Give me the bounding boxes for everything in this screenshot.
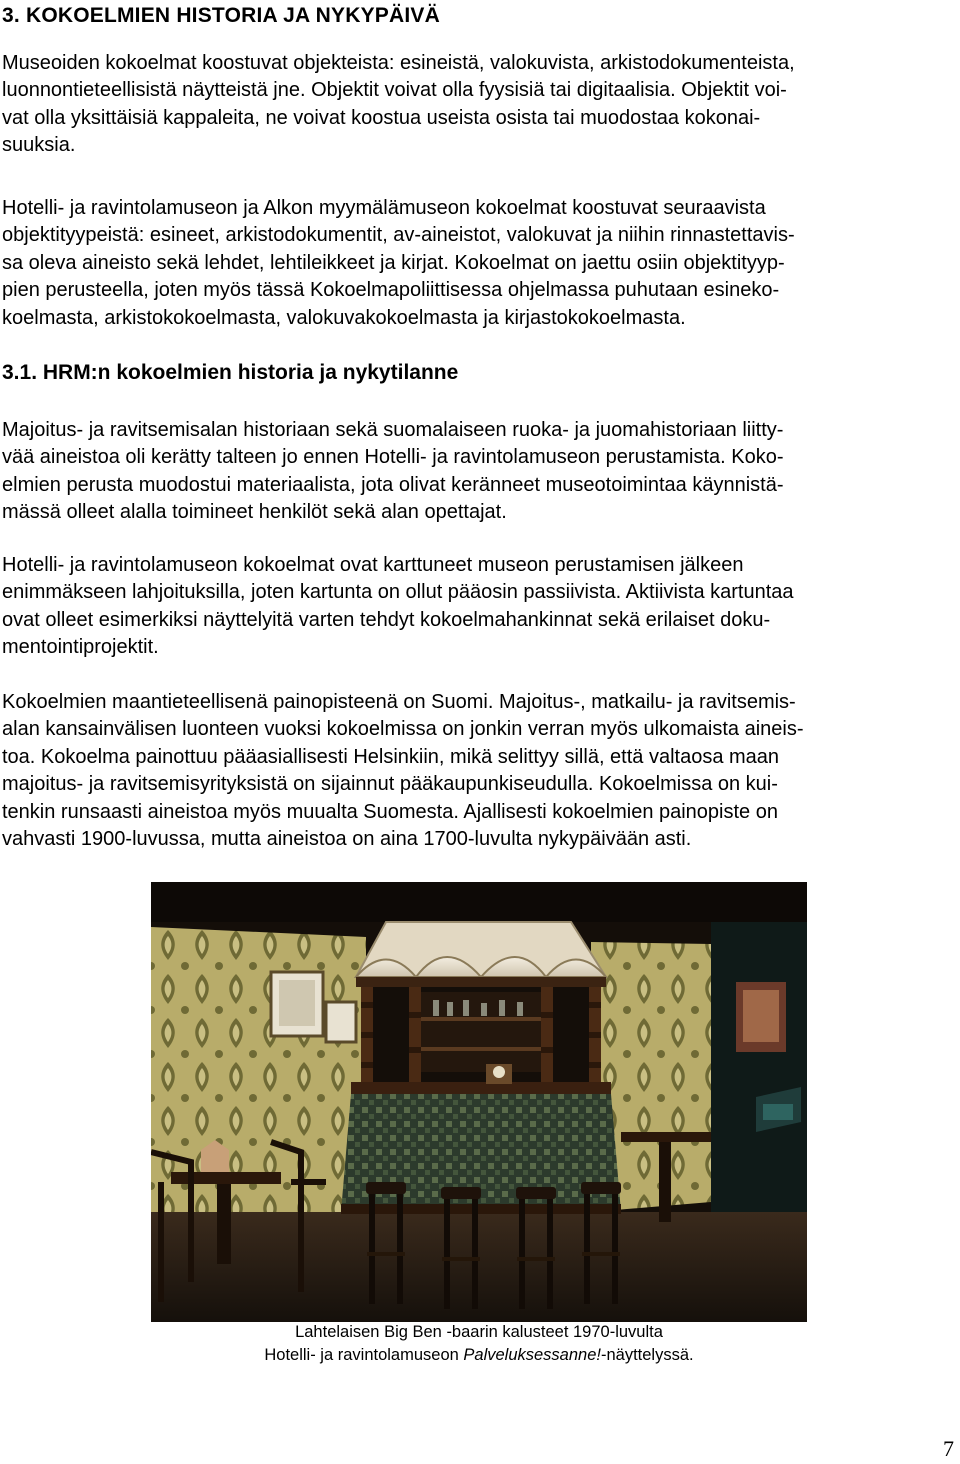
- growth-paragraph: [2, 552, 952, 662]
- paragraph-line: vat olla yksittäisiä kappaleita, ne voivat koostua useista osista tai muodostaa kokonai-: [2, 106, 761, 129]
- paragraph-line: luonnontieteellisistä näytteistä jne. Objektit voivat olla fyysisiä tai digitaalisia. Objektit voi-: [2, 79, 787, 102]
- paragraph-line: tenkin runsaasti aineistoa myös muualta Suomesta. Ajallisesti kokoelmien painopiste on: [2, 800, 778, 823]
- paragraph-line: pien perusteella, joten myös tässä Kokoelmapoliittisessa ohjelmassa puhutaan esineko-: [2, 279, 780, 302]
- caption-line-1: Lahtelaisen Big Ben -baarin kalusteet 1970-luvulta: [295, 1323, 663, 1341]
- caption-suffix: -näyttelyssä.: [600, 1346, 694, 1364]
- paragraph-line: vää aineistoa oli kerätty talteen jo ennen Hotelli- ja ravintolamuseon perustamista. Koko-: [2, 446, 784, 469]
- paragraph-line: vahvasti 1900-luvussa, mutta aineistoa on aina 1700-luvulta nykypäivään asti.: [2, 828, 692, 851]
- paragraph-line: suuksia.: [2, 134, 76, 157]
- paragraph-line: sa oleva aineisto sekä lehdet, lehtileikkeet ja kirjat. Kokoelmat on jaettu osiin objektityyp-: [2, 251, 785, 274]
- photo-caption: [151, 1321, 807, 1367]
- geography-paragraph: [2, 689, 952, 853]
- paragraph-line: enimmäkseen lahjoituksilla, joten kartunta on ollut pääosin passiivista. Aktiivista kartuntaa: [2, 581, 794, 604]
- paragraph-line: ovat olleet esimerkiksi näyttelyitä varten tehdyt kokoelmahankinnat sekä erilaiset doku-: [2, 608, 771, 631]
- paragraph-line: Hotelli- ja ravintolamuseon ja Alkon myymälämuseon kokoelmat koostuvat seuraavista: [2, 197, 766, 219]
- section-heading: 3. KOKOELMIEN HISTORIA JA NYKYPÄIVÄ: [2, 4, 440, 27]
- paragraph-line: elmien perusta muodostui materiaalista, jota olivat keränneet museotoimintaa käynnistä-: [2, 473, 784, 496]
- paragraph-line: mässä olleet alalla toimineet henkilöt sekä alan opettajat.: [2, 501, 507, 524]
- paragraph-line: Kokoelmien maantieteellisenä painopisteenä on Suomi. Majoitus-, matkailu- ja ravitsemis-: [2, 691, 796, 713]
- paragraph-line: Museoiden kokoelmat koostuvat objekteista: esineistä, valokuvista, arkistodokumenteista,: [2, 52, 795, 74]
- caption-prefix: Hotelli- ja ravintolamuseon: [264, 1346, 464, 1364]
- paragraph-line: Majoitus- ja ravitsemisalan historiaan sekä suomalaiseen ruoka- ja juomahistoriaan liitty-: [2, 419, 784, 441]
- paragraph-line: Hotelli- ja ravintolamuseon kokoelmat ovat karttuneet museon perustamisen jälkeen: [2, 554, 744, 576]
- bar-furniture-photo: [151, 882, 807, 1322]
- caption-line-2: [151, 1344, 807, 1367]
- page-number: 7: [943, 1436, 954, 1461]
- bar-scene-illustration: [151, 882, 807, 1322]
- paragraph-line: majoitus- ja ravitsemisyrityksistä on sijainnut pääkaupunkiseudulla. Kokoelmissa on kui-: [2, 773, 778, 796]
- history-paragraph: [2, 417, 952, 527]
- subsection-heading: 3.1. HRM:n kokoelmien historia ja nykytilanne: [2, 361, 459, 384]
- intro-paragraph: [2, 50, 952, 160]
- collections-paragraph: [2, 195, 952, 332]
- paragraph-line: koelmasta, arkistokokoelmasta, valokuvakokoelmasta ja kirjastokokoelmasta.: [2, 306, 686, 329]
- paragraph-line: alan kansainvälisen luonteen vuoksi kokoelmissa on jonkin verran myös ulkomaista aineis-: [2, 718, 804, 741]
- paragraph-line: objektityypeistä: esineet, arkistodokumentit, av-aineistot, valokuvat ja niihin rinnastettavis-: [2, 224, 795, 247]
- paragraph-line: toa. Kokoelma painottuu pääasiallisesti Helsinkiin, mikä selittyy sillä, että valtaosa maan: [2, 745, 780, 768]
- paragraph-line: mentointiprojektit.: [2, 636, 159, 659]
- exhibition-title: Palveluksessanne!: [463, 1346, 601, 1364]
